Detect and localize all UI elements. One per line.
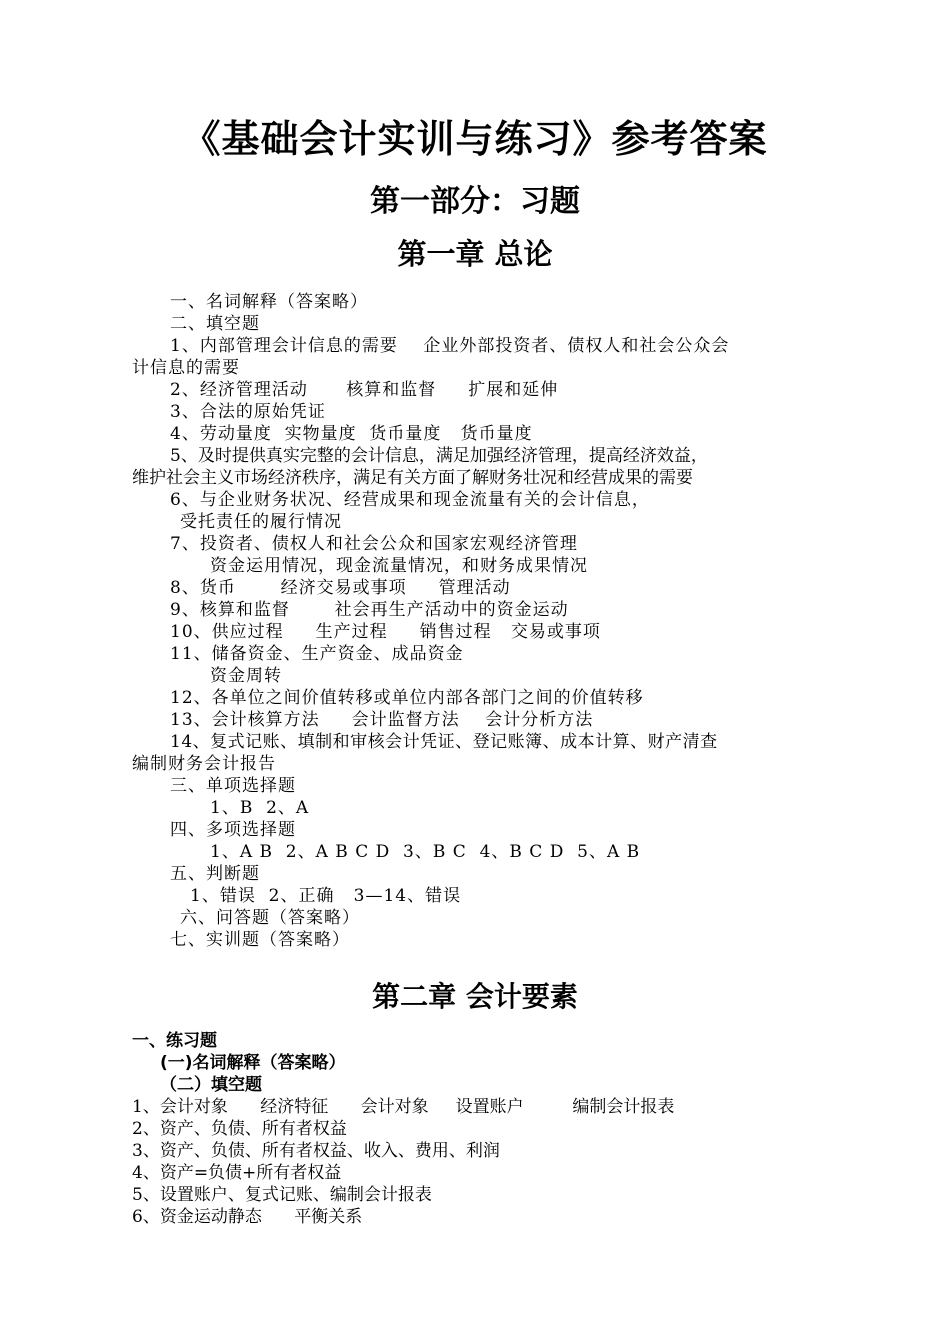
ch2-line: 3、资产、负债、所有者权益、收入、费用、利润 bbox=[132, 1141, 500, 1161]
ch1-line: 二、填空题 bbox=[170, 314, 260, 334]
ch1-line: 2、经济管理活动 核算和监督 扩展和延伸 bbox=[170, 380, 559, 400]
ch1-line: 资金周转 bbox=[210, 666, 282, 686]
ch1-line: 14、复式记账、填制和审核会计凭证、登记账簿、成本计算、财产清查 bbox=[170, 732, 718, 752]
ch1-line: 8、货币 经济交易或事项 管理活动 bbox=[170, 578, 511, 598]
ch1-line: 维护社会主义市场经济秩序，满足有关方面了解财务壮况和经营成果的需要 bbox=[132, 468, 693, 488]
ch1-line: 编制财务会计报告 bbox=[132, 754, 276, 774]
ch1-line: 四、多项选择题 bbox=[170, 820, 296, 840]
ch1-line: 1、错误 2、正确 3—14、错误 bbox=[190, 886, 462, 906]
subsection-heading: （二）填空题 bbox=[160, 1075, 262, 1095]
ch1-line: 三、单项选择题 bbox=[170, 776, 296, 796]
ch2-line: 1、会计对象 经济特征 会计对象 设置账户 编制会计报表 bbox=[132, 1097, 675, 1117]
ch2-line: 6、资金运动静态 平衡关系 bbox=[132, 1207, 363, 1227]
ch1-line: 一、名词解释（答案略） bbox=[170, 292, 368, 312]
ch1-line: 13、会计核算方法 会计监督方法 会计分析方法 bbox=[170, 710, 594, 730]
ch1-line: 4、劳动量度 实物量度 货币量度 货币量度 bbox=[170, 424, 533, 444]
ch1-line: 七、实训题（答案略） bbox=[170, 930, 350, 950]
ch2-line: 2、资产、负债、所有者权益 bbox=[132, 1119, 347, 1139]
ch1-line: 计信息的需要 bbox=[132, 358, 240, 378]
ch1-line: 3、合法的原始凭证 bbox=[170, 402, 326, 422]
subsection-heading: (一)名词解释（答案略） bbox=[160, 1053, 346, 1073]
chapter-1-title: 第一章 总论 bbox=[397, 237, 553, 271]
ch1-line: 1、B 2、A bbox=[210, 798, 310, 818]
ch1-line: 1、A B 2、A B C D 3、B C 4、B C D 5、A B bbox=[210, 842, 641, 862]
ch1-line: 7、投资者、债权人和社会公众和国家宏观经济管理 bbox=[170, 534, 578, 554]
ch1-line: 受托责任的履行情况 bbox=[180, 512, 342, 532]
ch2-line: 5、设置账户、复式记账、编制会计报表 bbox=[132, 1185, 432, 1205]
ch1-line: 11、储备资金、生产资金、成品资金 bbox=[170, 644, 464, 664]
ch1-line: 1、内部管理会计信息的需要 企业外部投资者、债权人和社会公众会 bbox=[170, 336, 730, 356]
document-title: 《基础会计实训与练习》参考答案 bbox=[182, 117, 768, 161]
part-title: 第一部分：习题 bbox=[370, 184, 580, 219]
ch1-line: 六、问答题（答案略） bbox=[180, 908, 360, 928]
ch1-line: 12、各单位之间价值转移或单位内部各部门之间的价值转移 bbox=[170, 688, 644, 708]
chapter-2-title: 第二章 会计要素 bbox=[372, 980, 578, 1013]
ch1-line: 6、与企业财务状况、经营成果和现金流量有关的会计信息， bbox=[170, 490, 650, 510]
ch1-line: 10、供应过程 生产过程 销售过程 交易或事项 bbox=[170, 622, 601, 642]
section-heading: 一、练习题 bbox=[132, 1031, 217, 1051]
ch1-line: 五、判断题 bbox=[170, 864, 260, 884]
ch2-line: 4、资产=负债+所有者权益 bbox=[132, 1163, 342, 1183]
ch1-line: 5、及时提供真实完整的会计信息，满足加强经济管理，提高经济效益， bbox=[170, 446, 708, 466]
ch1-line: 9、核算和监督 社会再生产活动中的资金运动 bbox=[170, 600, 569, 620]
ch1-line: 资金运用情况，现金流量情况，和财务成果情况 bbox=[210, 556, 588, 576]
